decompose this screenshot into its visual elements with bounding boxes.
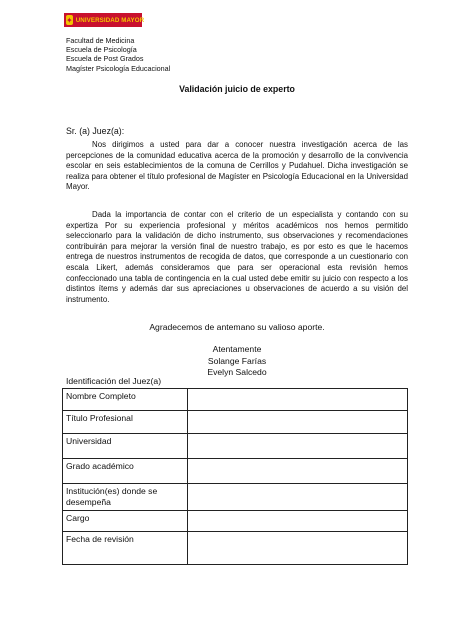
author-name: Evelyn Salcedo (207, 367, 267, 377)
postgrad-school-line: Escuela de Post Grados (66, 54, 144, 64)
table-row (63, 411, 408, 434)
row-label: Institución(es) donde se desempeña (63, 484, 188, 511)
row-value-field[interactable] (188, 434, 408, 459)
thanks-line: Agradecemos de antemano su valioso aporte. (149, 322, 325, 332)
row-label: Cargo (63, 511, 188, 532)
faculty-line: Facultad de Medicina (66, 36, 135, 45)
judge-identification-table (62, 388, 408, 565)
table-row (63, 484, 408, 511)
salutation: Sr. (a) Juez(a): (66, 126, 125, 136)
row-label: Universidad (63, 434, 188, 459)
university-logo (64, 13, 145, 27)
row-value-field[interactable] (188, 484, 408, 511)
program-line: Magíster Psicología Educacional (66, 63, 171, 73)
signature-block (0, 344, 474, 379)
row-label: Grado académico (63, 459, 188, 484)
row-label: Título Profesional (63, 411, 188, 434)
row-value-field[interactable] (188, 532, 408, 565)
row-label: Nombre Completo (63, 389, 188, 411)
intro-paragraph: Nos dirigimos a usted para dar a conocer nuestra investigación acerca de las percepciones de la comunidad educativa acerca de la promoción y desarrollo de la convivencia escolar en seis establecimientos de la comuna de Cerrillos y Pudahuel. Dicha investigación se realiza para obtener el título profesional de Magíster en Psicología Educacional en la Universidad Mayor. (66, 140, 408, 192)
author-name: Solange Farías (207, 355, 267, 366)
row-value-field[interactable] (188, 389, 408, 411)
judge-table-title: Identificación del Juez(a) (66, 376, 162, 386)
table-row (63, 532, 408, 565)
table-row (63, 511, 408, 532)
university-crest-icon: ✦ (66, 15, 73, 25)
request-paragraph: Dada la importancia de contar con el criterio de un especialista y contando con su expertiza Por su experiencia profesional y méritos académicos nos hemos permitido seleccionarlo para la validación de dicho instrumento, sus observaciones y recomendaciones contribuirán para mejorar la versión final de nuestro trabajo, es por esto es que le hacemos entrega de nuestros instrumentos de recogida de datos, que corresponde a un cuestionario con escala Likert, además consideramos que para ser operacional esta revisión hemos confeccionado una tabla de contingencia en la cual usted debe emitir su juicio con respecto a los distintos ítems y además dar sus apreciaciones u observaciones de acuerdo a su visión del instrumento. (66, 210, 408, 304)
row-value-field[interactable] (188, 459, 408, 484)
row-value-field[interactable] (188, 411, 408, 434)
closing: Atentamente (212, 344, 262, 354)
faculty-header (66, 36, 170, 73)
table-row (63, 434, 408, 459)
row-value-field[interactable] (188, 511, 408, 532)
table-row (63, 459, 408, 484)
table-row (63, 389, 408, 411)
logo-text: UNIVERSIDAD MAYOR (75, 16, 145, 24)
row-label: Fecha de revisión (63, 532, 188, 565)
document-title: Validación juicio de experto (179, 84, 295, 94)
school-psychology-line: Escuela de Psicología (66, 45, 137, 55)
